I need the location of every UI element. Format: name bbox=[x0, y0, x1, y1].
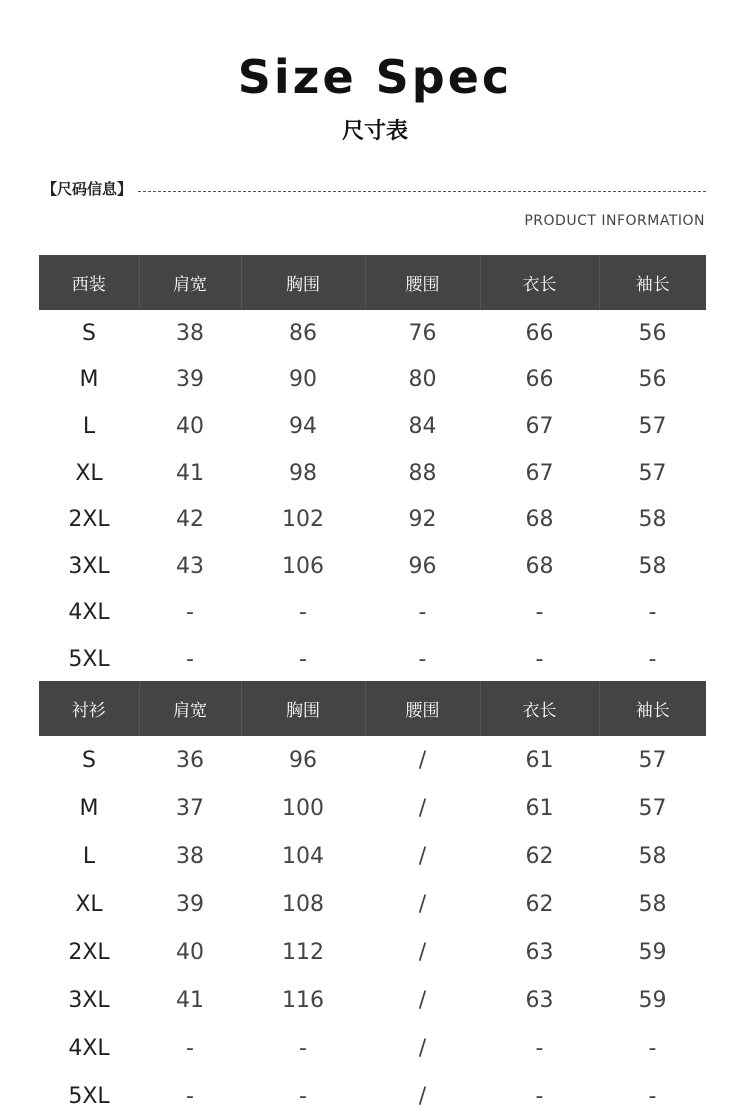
measurement-cell: - bbox=[648, 600, 657, 626]
column-header: 袖长 bbox=[599, 681, 706, 736]
measurement-cell: / bbox=[418, 891, 427, 917]
measurement-cell: - bbox=[418, 600, 427, 626]
dashed-divider bbox=[138, 191, 706, 192]
measurement-cell: 112 bbox=[282, 939, 324, 965]
measurement-cell: 61 bbox=[525, 795, 554, 821]
size-label-cell: L bbox=[82, 843, 96, 869]
table-row bbox=[39, 590, 706, 637]
measurement-cell: - bbox=[418, 646, 427, 672]
section-label: 【尺码信息】 bbox=[42, 179, 133, 198]
table-row bbox=[39, 976, 706, 1024]
measurement-cell: 57 bbox=[638, 747, 667, 773]
measurement-cell: 40 bbox=[176, 413, 204, 439]
measurement-cell: 98 bbox=[289, 460, 317, 486]
measurement-cell: - bbox=[186, 1035, 194, 1061]
measurement-cell: / bbox=[418, 795, 427, 821]
shirt-size-table bbox=[39, 681, 706, 1120]
measurement-cell: / bbox=[418, 747, 427, 773]
size-label-cell: 4XL bbox=[68, 1035, 110, 1061]
column-header: 腰围 bbox=[365, 255, 480, 310]
measurement-cell: 37 bbox=[176, 795, 204, 821]
measurement-cell: 57 bbox=[638, 460, 667, 486]
measurement-cell: 58 bbox=[638, 507, 667, 533]
table-row bbox=[39, 784, 706, 832]
size-label-cell: 5XL bbox=[68, 1083, 110, 1109]
size-label-cell: XL bbox=[75, 460, 103, 486]
measurement-cell: 58 bbox=[638, 891, 667, 917]
column-header: 衬衫 bbox=[39, 681, 139, 736]
table-row bbox=[39, 736, 706, 784]
measurement-cell: 61 bbox=[525, 747, 554, 773]
column-header: 西装 bbox=[39, 255, 139, 310]
measurement-cell: - bbox=[648, 1083, 657, 1109]
column-header: 袖长 bbox=[599, 255, 706, 310]
measurement-cell: 90 bbox=[289, 367, 317, 393]
measurement-cell: / bbox=[418, 987, 427, 1013]
measurement-cell: 40 bbox=[176, 939, 204, 965]
size-label-cell: XL bbox=[75, 891, 103, 917]
suit-size-table bbox=[39, 255, 706, 683]
table-row bbox=[39, 403, 706, 450]
column-header: 肩宽 bbox=[139, 681, 241, 736]
measurement-cell: 58 bbox=[638, 553, 667, 579]
measurement-cell: 104 bbox=[282, 843, 324, 869]
table-row bbox=[39, 496, 706, 543]
measurement-cell: 63 bbox=[525, 987, 554, 1013]
measurement-cell: - bbox=[299, 600, 307, 626]
measurement-cell: 67 bbox=[525, 413, 554, 439]
page-title: Size Spec bbox=[237, 50, 513, 104]
measurement-cell: / bbox=[418, 939, 427, 965]
table-row bbox=[39, 880, 706, 928]
measurement-cell: 86 bbox=[289, 320, 317, 346]
table-row bbox=[39, 450, 706, 497]
measurement-cell: 62 bbox=[525, 891, 554, 917]
measurement-cell: 58 bbox=[638, 843, 667, 869]
measurement-cell: 39 bbox=[176, 891, 204, 917]
measurement-cell: 36 bbox=[176, 747, 204, 773]
page-subtitle: 尺寸表 bbox=[341, 119, 408, 144]
measurement-cell: 116 bbox=[282, 987, 324, 1013]
product-information-label: PRODUCT INFORMATION bbox=[524, 213, 705, 229]
measurement-cell: - bbox=[186, 646, 194, 672]
measurement-cell: 62 bbox=[525, 843, 554, 869]
measurement-cell: - bbox=[535, 1035, 544, 1061]
measurement-cell: 41 bbox=[176, 987, 204, 1013]
size-label-cell: 3XL bbox=[68, 987, 110, 1013]
measurement-cell: 84 bbox=[408, 413, 437, 439]
column-header: 胸围 bbox=[241, 681, 365, 736]
measurement-cell: - bbox=[535, 600, 544, 626]
column-header: 衣长 bbox=[480, 681, 599, 736]
size-label-cell: S bbox=[82, 320, 96, 346]
measurement-cell: / bbox=[418, 1035, 427, 1061]
measurement-cell: 96 bbox=[408, 553, 437, 579]
column-header: 腰围 bbox=[365, 681, 480, 736]
measurement-cell: 56 bbox=[638, 320, 667, 346]
column-header: 肩宽 bbox=[139, 255, 241, 310]
measurement-cell: 68 bbox=[525, 507, 554, 533]
size-label-cell: 5XL bbox=[68, 646, 110, 672]
size-label-cell: 3XL bbox=[68, 553, 110, 579]
measurement-cell: 67 bbox=[525, 460, 554, 486]
column-header: 衣长 bbox=[480, 255, 599, 310]
table-header-row bbox=[39, 255, 706, 310]
measurement-cell: 102 bbox=[282, 507, 324, 533]
measurement-cell: 39 bbox=[176, 367, 204, 393]
measurement-cell: 42 bbox=[176, 507, 204, 533]
measurement-cell: 100 bbox=[282, 795, 324, 821]
table-row bbox=[39, 1072, 706, 1120]
measurement-cell: 68 bbox=[525, 553, 554, 579]
measurement-cell: 66 bbox=[525, 367, 554, 393]
measurement-cell: 92 bbox=[408, 507, 437, 533]
table-row bbox=[39, 310, 706, 357]
measurement-cell: 43 bbox=[176, 553, 204, 579]
measurement-cell: - bbox=[299, 1083, 307, 1109]
size-label-cell: M bbox=[79, 795, 99, 821]
measurement-cell: 63 bbox=[525, 939, 554, 965]
size-label-cell: 2XL bbox=[68, 939, 110, 965]
measurement-cell: - bbox=[648, 1035, 657, 1061]
measurement-cell: 106 bbox=[282, 553, 324, 579]
measurement-cell: 76 bbox=[408, 320, 437, 346]
table-row bbox=[39, 832, 706, 880]
section-header bbox=[42, 176, 706, 200]
measurement-cell: 66 bbox=[525, 320, 554, 346]
measurement-cell: - bbox=[186, 600, 194, 626]
measurement-cell: - bbox=[535, 646, 544, 672]
measurement-cell: - bbox=[648, 646, 657, 672]
measurement-cell: / bbox=[418, 843, 427, 869]
measurement-cell: - bbox=[299, 646, 307, 672]
measurement-cell: 38 bbox=[176, 320, 204, 346]
measurement-cell: - bbox=[186, 1083, 194, 1109]
table-row bbox=[39, 636, 706, 683]
table-row bbox=[39, 543, 706, 590]
table-row bbox=[39, 357, 706, 404]
size-label-cell: 4XL bbox=[68, 600, 110, 626]
measurement-cell: 59 bbox=[638, 939, 667, 965]
measurement-cell: 57 bbox=[638, 795, 667, 821]
measurement-cell: 108 bbox=[282, 891, 324, 917]
measurement-cell: 80 bbox=[408, 367, 437, 393]
measurement-cell: 59 bbox=[638, 987, 667, 1013]
measurement-cell: / bbox=[418, 1083, 427, 1109]
size-label-cell: L bbox=[82, 413, 96, 439]
table-row bbox=[39, 928, 706, 976]
size-label-cell: 2XL bbox=[68, 507, 110, 533]
table-header-row bbox=[39, 681, 706, 736]
measurement-cell: 94 bbox=[289, 413, 317, 439]
size-label-cell: S bbox=[82, 747, 96, 773]
measurement-cell: 56 bbox=[638, 367, 667, 393]
column-header: 胸围 bbox=[241, 255, 365, 310]
measurement-cell: 96 bbox=[289, 747, 317, 773]
measurement-cell: 57 bbox=[638, 413, 667, 439]
measurement-cell: - bbox=[299, 1035, 307, 1061]
measurement-cell: 38 bbox=[176, 843, 204, 869]
measurement-cell: - bbox=[535, 1083, 544, 1109]
size-label-cell: M bbox=[79, 367, 99, 393]
table-row bbox=[39, 1024, 706, 1072]
measurement-cell: 88 bbox=[408, 460, 437, 486]
measurement-cell: 41 bbox=[176, 460, 204, 486]
